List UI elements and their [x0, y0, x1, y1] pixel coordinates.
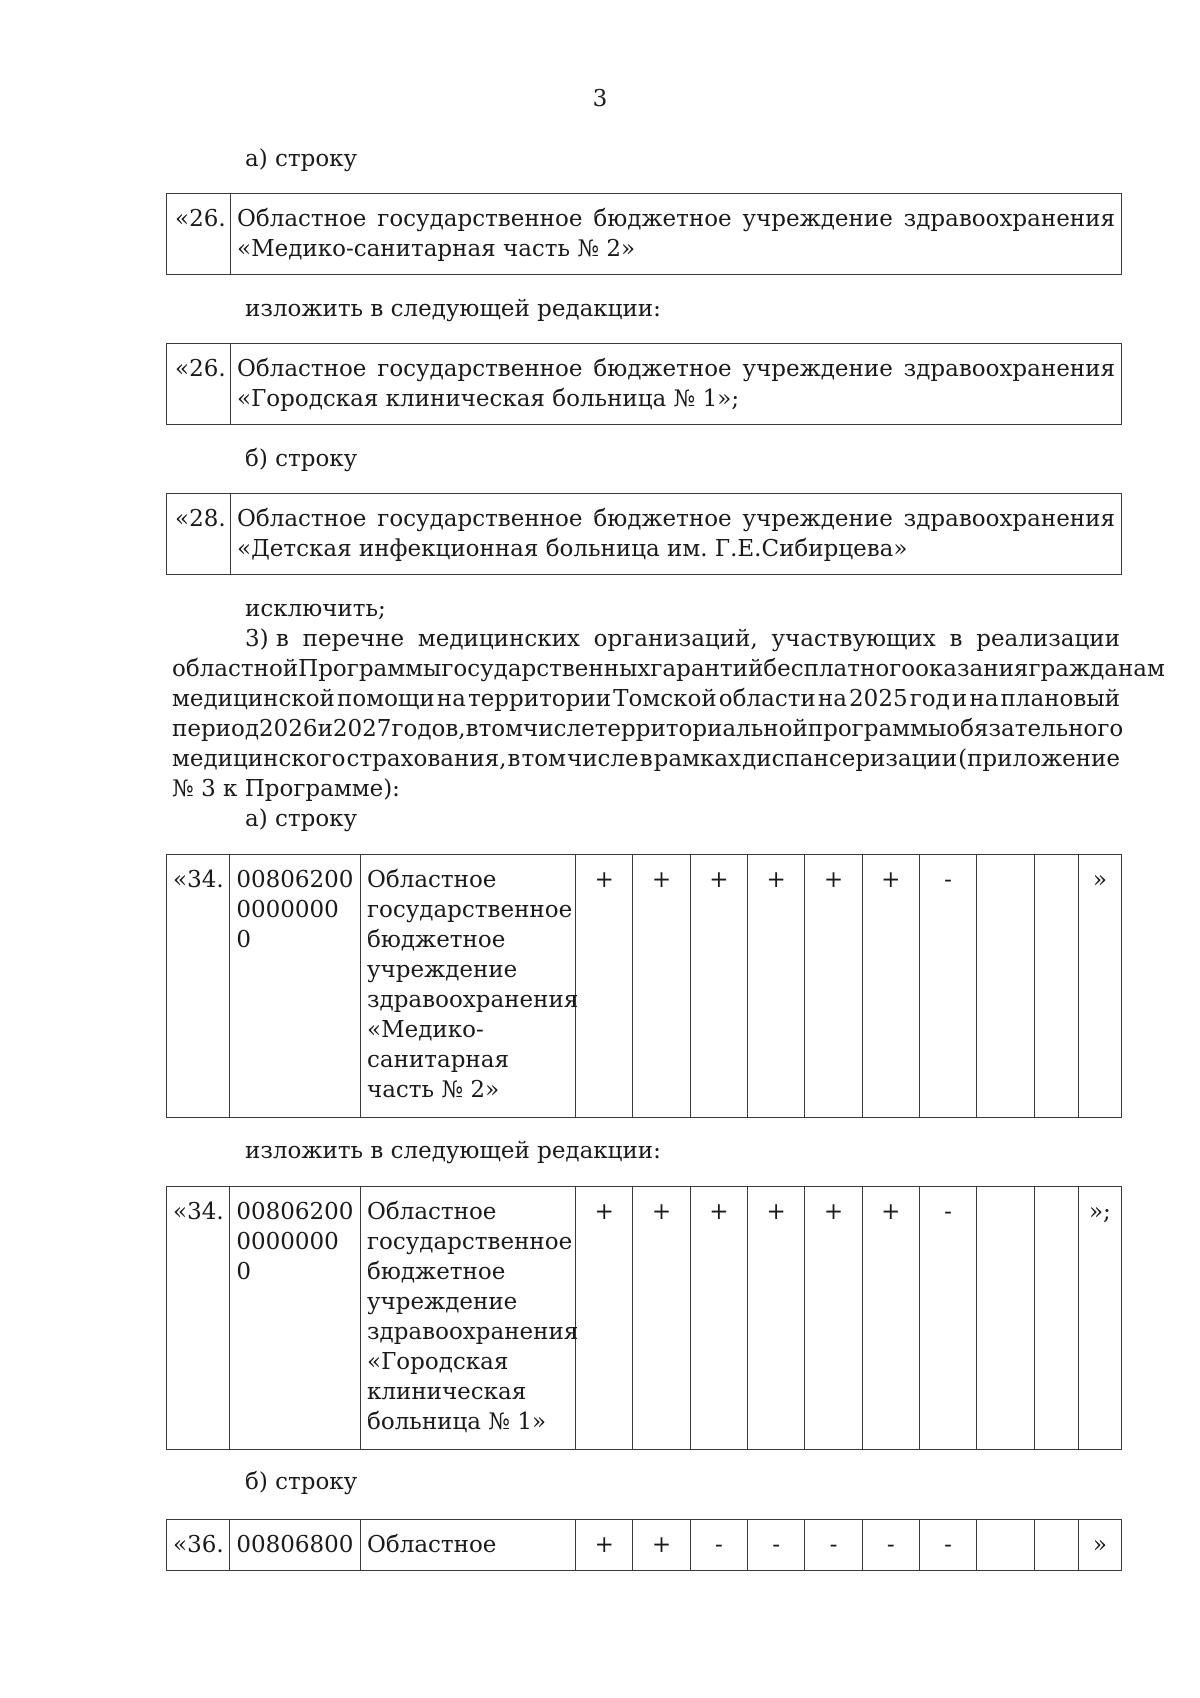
- paragraph-first-line: [172, 624, 1120, 654]
- mark-cell: +: [576, 1520, 633, 1571]
- word: территории: [467, 686, 612, 712]
- item-a2-label: а) строку: [245, 806, 358, 832]
- mark-cell: +: [633, 1187, 690, 1450]
- item-b2-label: б) строку: [245, 1469, 358, 1495]
- mark-cell: +: [805, 855, 862, 1118]
- word: страхования,: [346, 746, 507, 772]
- mark-cell: -: [919, 1187, 976, 1450]
- word: реализации: [976, 626, 1120, 652]
- word: бюджетное: [593, 506, 732, 532]
- word: государственное: [377, 356, 583, 382]
- row-number: «26.: [167, 344, 231, 424]
- mark-cell: [977, 1520, 1034, 1571]
- table-row: [167, 1520, 1122, 1571]
- amend-label: изложить в следующей редакции:: [245, 296, 661, 322]
- word: медицинского: [172, 746, 346, 772]
- item-a-label: а) строку: [245, 146, 358, 172]
- closing-quote: »: [1078, 855, 1121, 1118]
- closing-quote: »: [1078, 1520, 1121, 1571]
- mark-cell: +: [805, 1187, 862, 1450]
- word: 2025: [849, 686, 908, 712]
- word: учреждение: [742, 356, 893, 382]
- paragraph-line: [172, 744, 1120, 774]
- word: бюджетное: [593, 206, 732, 232]
- word: помощи: [337, 686, 435, 712]
- mark-cell: +: [748, 855, 805, 1118]
- word: на: [969, 686, 999, 712]
- org-table-row-34-old: [166, 854, 1122, 1118]
- paragraph-last-line: № 3 к Программе):: [172, 776, 400, 802]
- word: территориальной: [594, 716, 808, 742]
- mark-cell: [977, 855, 1034, 1118]
- org-table-row-34-new: [166, 1186, 1122, 1450]
- word: 3) в: [245, 626, 289, 652]
- row-text: [237, 354, 1115, 414]
- word: бесплатного: [763, 656, 916, 682]
- mark-cell: [1034, 1187, 1078, 1450]
- word: гарантий: [650, 656, 764, 682]
- row-text: [237, 504, 1115, 564]
- mark-cell: [1034, 855, 1078, 1118]
- word: в: [465, 716, 479, 742]
- mark-cell: +: [690, 1187, 747, 1450]
- word: программы: [807, 716, 947, 742]
- row-text-line2: «Детская инфекционная больница им. Г.Е.Сибирцева»: [237, 536, 908, 562]
- word: и: [317, 716, 333, 742]
- word: государственное: [377, 506, 583, 532]
- word: бюджетное: [593, 356, 732, 382]
- mark-cell: -: [919, 855, 976, 1118]
- word: здравоохранения: [903, 206, 1115, 232]
- row-number: «26.: [167, 194, 231, 274]
- mark-cell: [1034, 1520, 1078, 1571]
- paragraph-line: [172, 654, 1165, 684]
- mark-cell: -: [862, 1520, 919, 1571]
- table-row: [167, 1187, 1122, 1450]
- mark-cell: +: [748, 1187, 805, 1450]
- word: государственных: [441, 656, 651, 682]
- word: том: [521, 746, 566, 772]
- row-text: [237, 204, 1115, 264]
- word: Программы: [298, 656, 442, 682]
- row-text-line2: «Медико-санитарная часть № 2»: [237, 236, 636, 262]
- word: период: [172, 716, 260, 742]
- word: рамках: [653, 746, 742, 772]
- word: числе: [567, 746, 639, 772]
- word: государственное: [377, 206, 583, 232]
- word: здравоохранения: [903, 506, 1115, 532]
- word: на: [817, 686, 847, 712]
- word: обязательного: [946, 716, 1124, 742]
- mark-cell: +: [862, 1187, 919, 1450]
- item-b-label: б) строку: [245, 446, 358, 472]
- row-number: «34.: [167, 1187, 230, 1450]
- word: организаций,: [593, 626, 758, 652]
- paragraph-3: [172, 624, 1165, 804]
- row-number: «34.: [167, 855, 230, 1118]
- word: 2026: [259, 716, 318, 742]
- word: 2027: [332, 716, 392, 742]
- word: Томской: [613, 686, 717, 712]
- word: (приложение: [958, 746, 1120, 772]
- word: области: [718, 686, 816, 712]
- mark-cell: [977, 1187, 1034, 1450]
- word: медицинских: [417, 626, 580, 652]
- org-code: 00806800: [230, 1520, 361, 1571]
- word: медицинской: [172, 686, 335, 712]
- closing-quote: »;: [1078, 1187, 1121, 1450]
- word: в: [639, 746, 653, 772]
- word: здравоохранения: [903, 356, 1115, 382]
- word: годов,: [391, 716, 466, 742]
- word: том: [478, 716, 524, 742]
- quoted-row-26-old: [166, 193, 1122, 275]
- quoted-row-26-new: [166, 343, 1122, 425]
- word: год: [909, 686, 950, 712]
- word: гражданам: [1028, 656, 1165, 682]
- org-code: 008062000000000 0: [230, 1187, 361, 1450]
- word: в: [949, 626, 963, 652]
- org-code: 008062000000000 0: [230, 855, 361, 1118]
- word: Областное: [237, 506, 367, 532]
- mark-cell: +: [633, 855, 690, 1118]
- word: на: [436, 686, 466, 712]
- mark-cell: +: [576, 1187, 633, 1450]
- word: Областное: [237, 206, 367, 232]
- row-number: «28.: [167, 494, 231, 574]
- word: областной: [172, 656, 299, 682]
- page-number: 3: [592, 86, 608, 112]
- mark-cell: +: [690, 855, 747, 1118]
- mark-cell: +: [862, 855, 919, 1118]
- quoted-row-28: [166, 493, 1122, 575]
- word: учреждение: [742, 206, 893, 232]
- exclude-label: исключить;: [245, 596, 386, 622]
- word: Областное: [237, 356, 367, 382]
- mark-cell: -: [919, 1520, 976, 1571]
- org-name: Областное государственное бюджетное учреждение здравоохранения «Медико-санитарная часть № 2»: [361, 855, 576, 1118]
- paragraph-line: [172, 684, 1120, 714]
- word: диспансеризации: [742, 746, 958, 772]
- org-table-row-36: [166, 1519, 1122, 1571]
- mark-cell: -: [805, 1520, 862, 1571]
- table-row: [167, 855, 1122, 1118]
- mark-cell: +: [633, 1520, 690, 1571]
- word: в: [507, 746, 521, 772]
- mark-cell: -: [690, 1520, 747, 1571]
- word: оказания: [915, 656, 1029, 682]
- row-text-line2: «Городская клиническая больница № 1»;: [237, 386, 740, 412]
- word: учреждение: [742, 506, 893, 532]
- word: участвующих: [771, 626, 936, 652]
- word: числе: [523, 716, 595, 742]
- amend-label: изложить в следующей редакции:: [245, 1138, 661, 1164]
- word: и: [951, 686, 968, 712]
- word: перечне: [302, 626, 405, 652]
- mark-cell: -: [748, 1520, 805, 1571]
- paragraph-line: [172, 714, 1124, 744]
- org-name: Областное государственное бюджетное учреждение здравоохранения «Городская клиническая больница № 1»: [361, 1187, 576, 1450]
- word: плановый: [1000, 686, 1120, 712]
- org-name: Областное: [361, 1520, 576, 1571]
- row-number: «36.: [167, 1520, 230, 1571]
- mark-cell: +: [576, 855, 633, 1118]
